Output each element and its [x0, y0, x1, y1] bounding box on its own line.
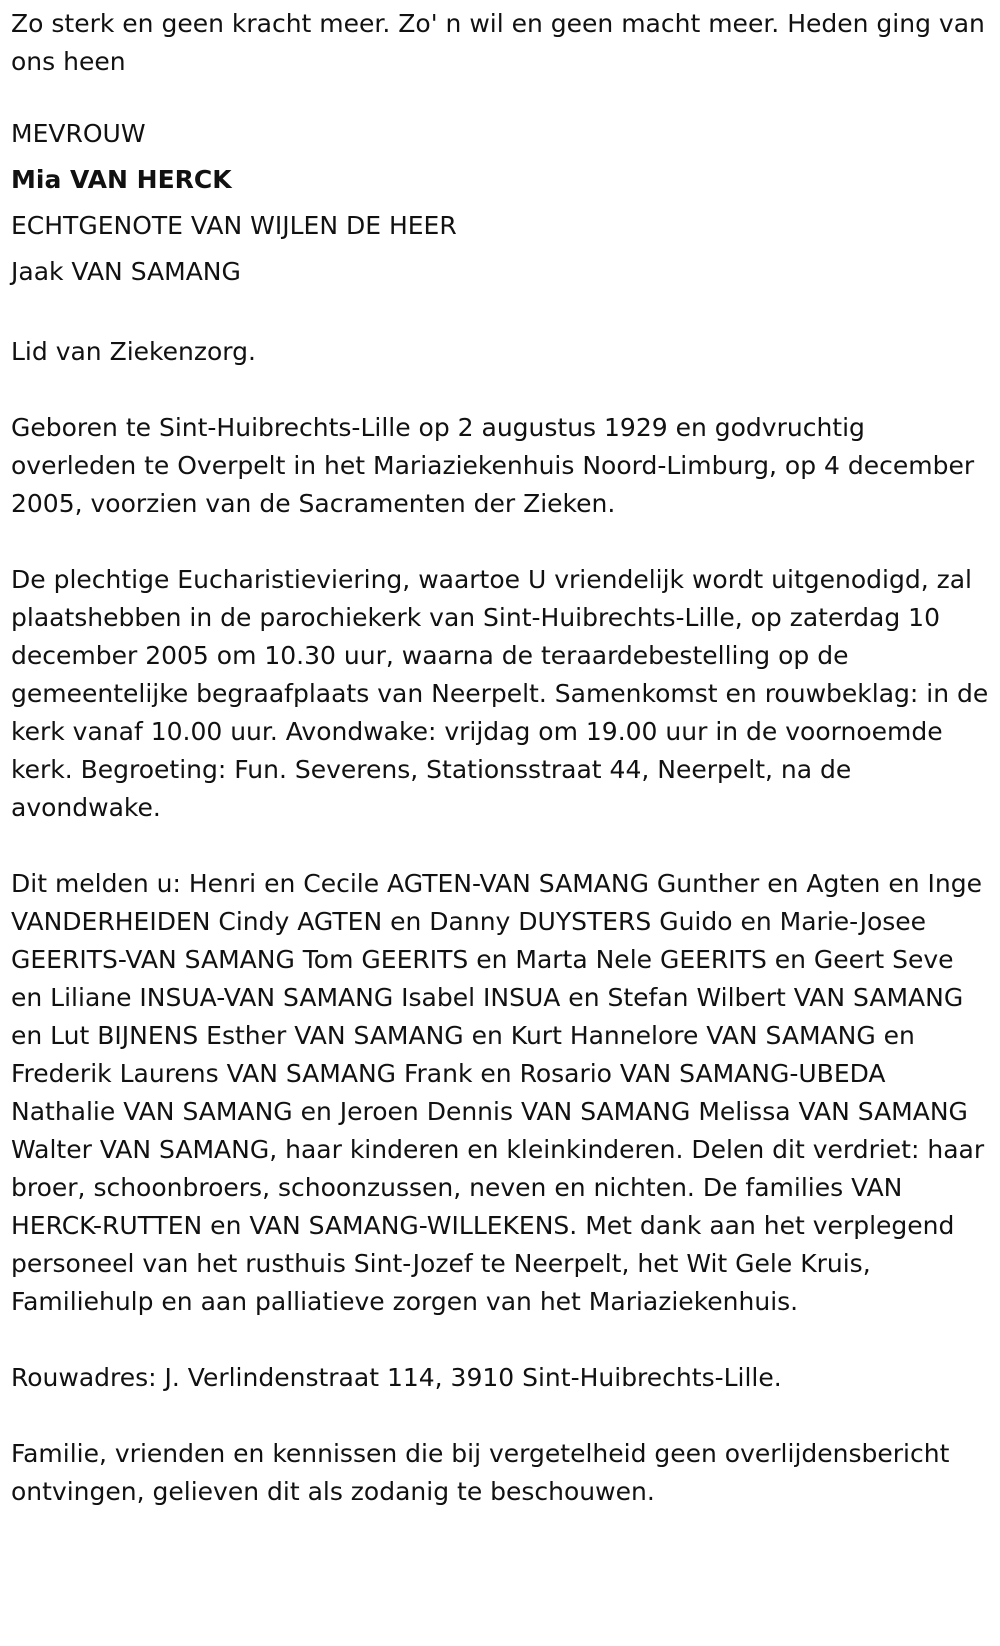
- family-paragraph: Dit melden u: Henri en Cecile AGTEN-VAN SAMANG Gunther en Agten en Inge VANDERHEIDEN Cindy AGTEN en Danny DUYSTERS Guido en Marie-Josee GEERITS-VAN SAMANG Tom GEERITS en Marta Nele GEERITS en Geert Seve en Liliane INSUA-VAN SAMANG Isabel INSUA en Stefan Wilbert VAN SAMANG en Lut BIJNENS Esther VAN SAMANG en Kurt Hannelore VAN SAMANG en Frederik Laurens VAN SAMANG Frank en Rosario VAN SAMANG-UBEDA Nathalie VAN SAMANG en Jeroen Dennis VAN SAMANG Melissa VAN SAMANG Walter VAN SAMANG, haar kinderen en kleinkinderen. Delen dit verdriet: haar broer, schoonbroers, schoonzussen, neven en nichten. De families VAN HERCK-RUTTEN en VAN SAMANG-WILLEKENS. Met dank aan het verplegend personeel van het rusthuis Sint-Jozef te Neerpelt, het Wit Gele Kruis, Familiehulp en aan palliatieve zorgen van het Mariaziekenhuis.: [11, 869, 985, 1316]
- relation-text: ECHTGENOTE VAN WIJLEN DE HEER: [11, 211, 457, 240]
- deceased-header: [11, 111, 990, 295]
- mourning-address: Rouwadres: J. Verlindenstraat 114, 3910 Sint-Huibrechts-Lille.: [11, 1363, 782, 1392]
- title-text: MEVROUW: [11, 119, 146, 148]
- spouse-name: Jaak VAN SAMANG: [11, 257, 241, 286]
- birth-death-paragraph: Geboren te Sint-Huibrechts-Lille op 2 augustus 1929 en godvruchtig overleden te Overpelt in het Mariaziekenhuis Noord-Limburg, op 4 december 2005, voorzien van de Sacramenten der Zieken.: [11, 413, 975, 518]
- membership-text: Lid van Ziekenzorg.: [11, 337, 256, 366]
- opening-text: Zo sterk en geen kracht meer. Zo' n wil en geen macht meer. Heden ging van ons heen: [11, 9, 985, 76]
- closing-paragraph: Familie, vrienden en kennissen die bij vergetelheid geen overlijdensbericht ontvingen, gelieven dit als zodanig te beschouwen.: [11, 1439, 950, 1506]
- ceremony-paragraph: De plechtige Eucharistieviering, waartoe U vriendelijk wordt uitgenodigd, zal plaatshebben in de parochiekerk van Sint-Huibrechts-Lille, op zaterdag 10 december 2005 om 10.30 uur, waarna de teraardebestelling op de gemeentelijke begraafplaats van Neerpelt. Samenkomst en rouwbeklag: in de kerk vanaf 10.00 uur. Avondwake: vrijdag om 19.00 uur in de voornoemde kerk. Begroeting: Fun. Severens, Stationsstraat 44, Neerpelt, na de avondwake.: [11, 565, 989, 822]
- deceased-name: Mia VAN HERCK: [11, 165, 232, 194]
